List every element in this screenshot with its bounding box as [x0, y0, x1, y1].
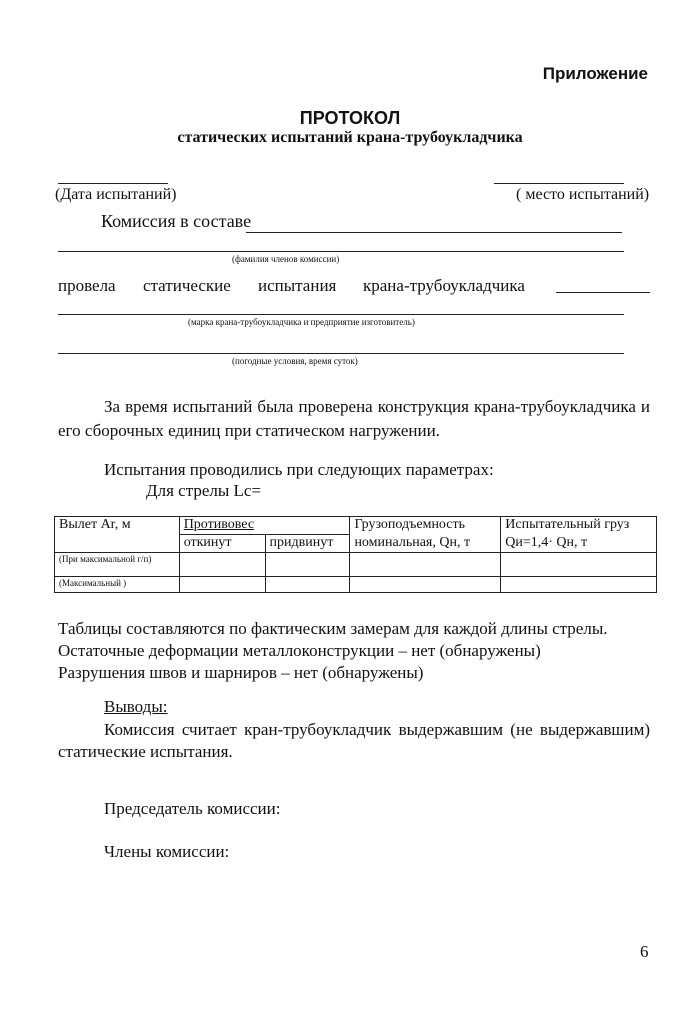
place-caption: ( место испытаний)	[516, 186, 650, 203]
table-cell	[350, 553, 501, 577]
table-cell	[501, 553, 657, 577]
header-counterweight-text: Противовес	[183, 517, 255, 532]
place-line	[494, 183, 624, 184]
subheader-test-load: Qи=1,4· Qн, т	[501, 535, 657, 553]
table-cell	[265, 577, 350, 593]
protocol-subtitle: статических испытаний крана-трубоукладчика	[177, 129, 523, 146]
weather-line	[58, 353, 624, 354]
inspection-paragraph: За время испытаний была проверена конструкция крана-трубоукладчика и его сборочных единиц при статическом нагружении.	[58, 397, 650, 440]
table-cell	[179, 577, 265, 593]
chairman-label: Председатель комиссии:	[104, 799, 281, 818]
brand-line	[58, 314, 624, 315]
header-capacity: Грузоподъемность	[350, 517, 501, 535]
note-line: Таблицы составляются по фактическим замерам для каждой длины стрелы.	[58, 619, 608, 638]
brand-caption: (марка крана-трубоукладчика и предприятие изготовитель)	[188, 317, 415, 327]
header-reach: Вылет Ar, м	[55, 517, 180, 553]
commission-line	[246, 232, 622, 233]
header-test-load: Испытательный груз	[501, 517, 657, 535]
table-cell	[265, 553, 350, 577]
row-label-max-capacity: (При максимальной г/п)	[55, 553, 180, 577]
page-number: 6	[640, 942, 649, 961]
row-label-max-reach: (Максимальный )	[55, 577, 180, 593]
protocol-title: ПРОТОКОЛ	[299, 108, 401, 128]
members-line	[58, 251, 624, 252]
appendix-label: Приложение	[542, 64, 648, 83]
table-row	[55, 553, 657, 577]
boom-length-label: Для стрелы Lc=	[146, 481, 262, 500]
table-cell	[350, 577, 501, 593]
weather-caption: (погодные условия, время суток)	[232, 356, 358, 366]
subheader-moved: придвинут	[265, 535, 350, 553]
crane-line	[556, 292, 650, 293]
conclusions-heading: Выводы:	[104, 697, 168, 716]
conducted-word-1: провела	[58, 276, 116, 295]
parameters-table	[54, 516, 657, 593]
members-label: Члены комиссии:	[104, 842, 230, 861]
conducted-word-2: статические	[143, 276, 231, 295]
notes-block	[58, 618, 608, 684]
parameters-paragraph: Испытания проводились при следующих параметрах:	[104, 460, 494, 479]
conducted-word-3: испытания	[258, 276, 337, 295]
date-caption: (Дата испытаний)	[55, 186, 177, 203]
table-row	[55, 577, 657, 593]
table-cell	[501, 577, 657, 593]
subheader-capacity: номинальная, Qн, т	[350, 535, 501, 553]
conducted-word-4: крана-трубоукладчика	[363, 276, 525, 295]
note-line: Остаточные деформации металлоконструкции – нет (обнаружены)	[58, 641, 541, 660]
note-line: Разрушения швов и шарниров – нет (обнаружены)	[58, 663, 424, 682]
conclusion-paragraph: Комиссия считает кран-трубоукладчик выдержавшим (не выдержавшим) статические испытания.	[58, 720, 650, 761]
date-line	[58, 183, 168, 184]
commission-label: Комиссия в составе	[101, 211, 252, 231]
subheader-folded: откинут	[179, 535, 265, 553]
table-cell	[179, 553, 265, 577]
members-caption: (фамилия членов комиссии)	[232, 254, 340, 264]
header-counterweight	[179, 517, 350, 535]
